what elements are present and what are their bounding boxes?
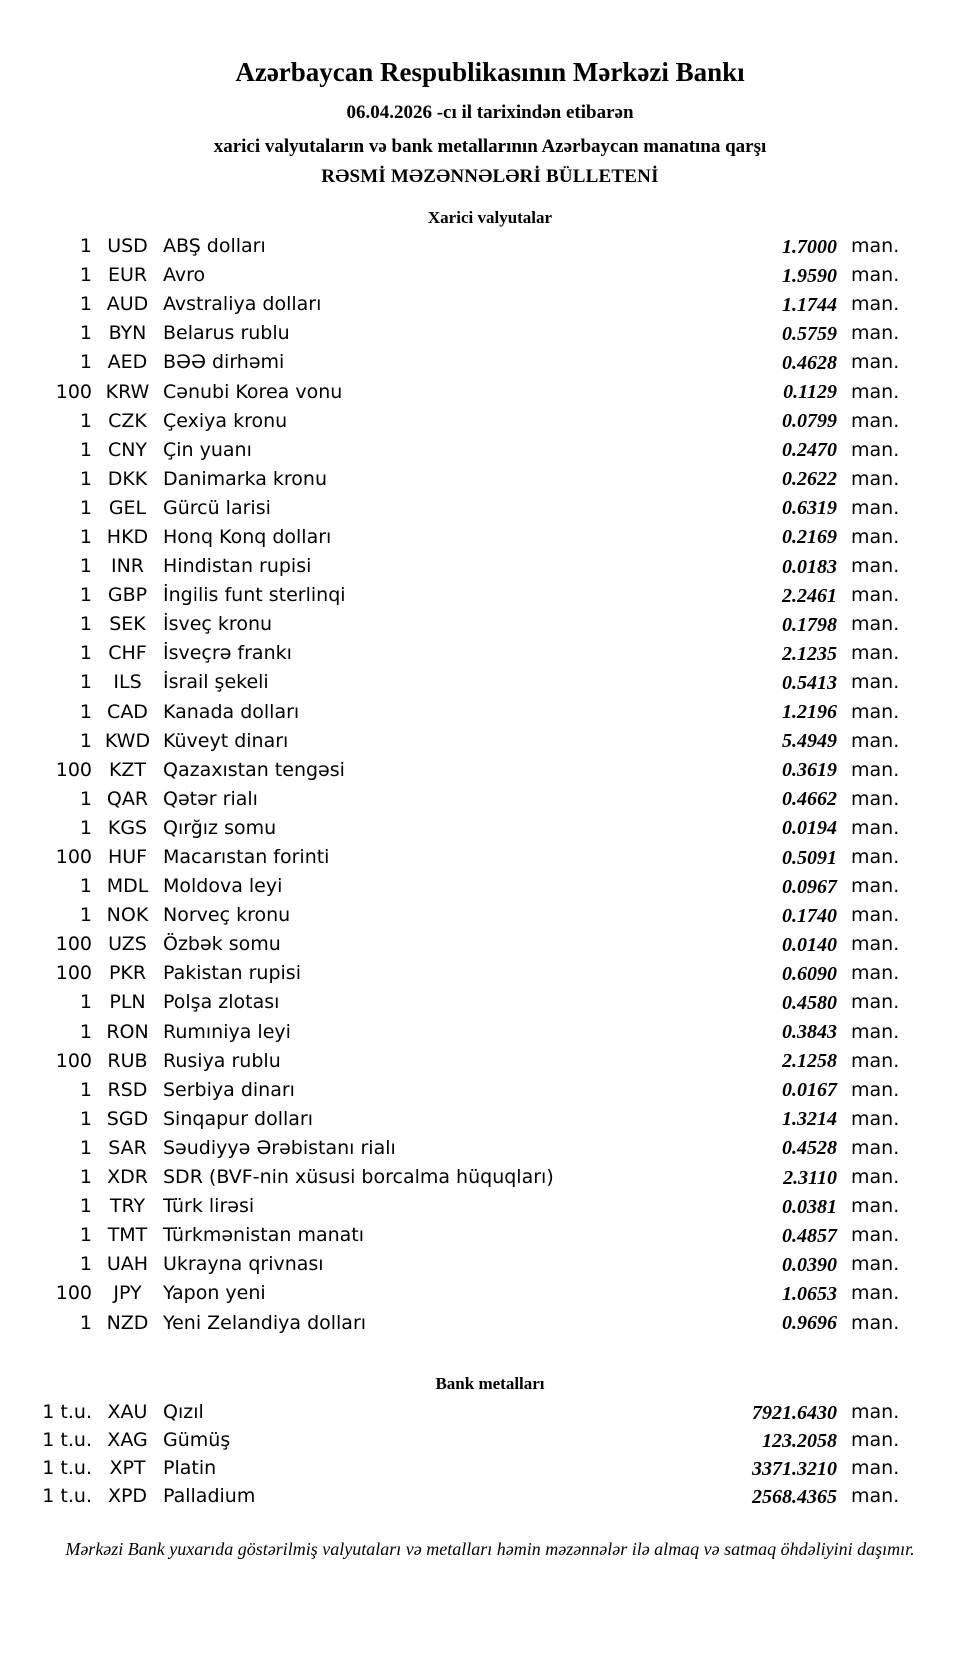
- currency-code: CAD: [107, 700, 148, 723]
- currency-name: İngilis funt sterlinqi: [163, 584, 346, 607]
- currency-code: KWD: [104, 729, 151, 752]
- currency-code: DKK: [107, 467, 148, 490]
- rate-value: 1.1744: [782, 293, 837, 316]
- quantity-value: 1: [79, 700, 92, 723]
- currency-code: ILS: [113, 671, 142, 694]
- unit-label: man.: [851, 1020, 900, 1043]
- unit-label: man.: [851, 351, 900, 374]
- quantity-value: 1: [79, 555, 92, 578]
- currency-code: TRY: [109, 1195, 146, 1218]
- quantity-value: 1: [79, 729, 92, 752]
- quantity-value: 1: [79, 875, 92, 898]
- currency-name: Sinqapur dolları: [163, 1107, 314, 1130]
- rate-value: 2.3110: [783, 1166, 837, 1189]
- currency-code: HUF: [107, 846, 148, 869]
- currency-name: Macarıstan forinti: [163, 846, 330, 869]
- currency-name: Rumıniya leyi: [163, 1020, 291, 1043]
- currency-name: Gürcü larisi: [163, 496, 271, 519]
- rate-value: 5.4949: [782, 730, 837, 753]
- unit-label: man.: [851, 1078, 900, 1101]
- rate-row: [0, 1192, 980, 1221]
- rate-row: [0, 1455, 980, 1483]
- unit-label: man.: [851, 1049, 900, 1072]
- quantity-value: 1: [79, 584, 92, 607]
- rate-row: [0, 1047, 980, 1076]
- rate-row: [0, 756, 980, 785]
- currency-code: SEK: [109, 613, 146, 636]
- unit-label: man.: [851, 467, 900, 490]
- rate-value: 0.4528: [782, 1137, 837, 1160]
- rate-row: [0, 668, 980, 697]
- currency-code: XDR: [107, 1166, 148, 1189]
- currency-name: Qırğız somu: [163, 816, 277, 839]
- quantity-value: 100: [55, 380, 92, 403]
- unit-label: man.: [851, 816, 900, 839]
- rate-row: [0, 1221, 980, 1250]
- rate-value: 2.1235: [782, 642, 837, 665]
- rate-row: [0, 988, 980, 1017]
- rate-row: [0, 698, 980, 727]
- currency-name: Qətər rialı: [163, 787, 258, 810]
- currency-name: Qızıl: [163, 1401, 204, 1424]
- rate-value: 1.3214: [782, 1108, 837, 1131]
- quantity-value: 1: [79, 613, 92, 636]
- currency-name: ABŞ dolları: [163, 235, 266, 258]
- rate-row: [0, 814, 980, 843]
- currency-name: Avro: [163, 264, 206, 287]
- rate-row: [0, 581, 980, 610]
- currency-code: JPY: [113, 1282, 142, 1305]
- rate-value: 0.1740: [782, 904, 837, 927]
- currency-name: Pakistan rupisi: [163, 962, 301, 985]
- currency-name: İsveç kronu: [163, 613, 273, 636]
- rate-row: [0, 348, 980, 377]
- quantity-value: 100: [55, 758, 92, 781]
- rate-value: 0.9696: [782, 1312, 837, 1335]
- unit-label: man.: [851, 729, 900, 752]
- quantity-value: 100: [55, 933, 92, 956]
- currency-code: USD: [107, 235, 148, 258]
- unit-label: man.: [851, 1485, 900, 1508]
- quantity-value: 1: [79, 235, 92, 258]
- unit-label: man.: [851, 962, 900, 985]
- currency-code: AUD: [106, 293, 149, 316]
- currency-name: Rusiya rublu: [163, 1049, 281, 1072]
- rate-value: 0.4628: [782, 351, 837, 374]
- rate-value: 0.0381: [782, 1195, 837, 1218]
- quantity-value: 1: [79, 1136, 92, 1159]
- currency-name: Gümüş: [163, 1429, 231, 1452]
- currency-name: Polşa zlotası: [163, 991, 280, 1014]
- currency-code: KGS: [107, 816, 148, 839]
- rate-row: [0, 1076, 980, 1105]
- unit-label: man.: [851, 671, 900, 694]
- quantity-value: 1: [79, 904, 92, 927]
- currency-code: NZD: [106, 1311, 149, 1334]
- unit-label: man.: [851, 496, 900, 519]
- metals-table: [0, 1399, 980, 1511]
- quantity-value: 1: [79, 787, 92, 810]
- unit-label: man.: [851, 584, 900, 607]
- rate-value: 0.2622: [782, 468, 837, 491]
- quantity-value: 1 t.u.: [42, 1457, 92, 1480]
- currency-name: Türk lirəsi: [163, 1195, 255, 1218]
- rate-row: [0, 523, 980, 552]
- rate-value: 0.0140: [782, 933, 837, 956]
- quantity-value: 1: [79, 322, 92, 345]
- quantity-value: 1: [79, 1107, 92, 1130]
- currency-code: XAG: [107, 1429, 148, 1452]
- rate-value: 0.6319: [782, 497, 837, 520]
- metals-section-title: Bank metalları: [435, 1373, 545, 1393]
- quantity-value: 1: [79, 671, 92, 694]
- currency-name: Çexiya kronu: [163, 409, 288, 432]
- unit-label: man.: [851, 846, 900, 869]
- currency-code: AED: [107, 351, 148, 374]
- rate-value: 0.4662: [782, 788, 837, 811]
- unit-label: man.: [851, 235, 900, 258]
- rate-value: 1.9590: [782, 264, 837, 287]
- quantity-value: 1: [79, 1020, 92, 1043]
- rate-row: [0, 436, 980, 465]
- unit-label: man.: [851, 1311, 900, 1334]
- rate-value: 0.4857: [782, 1224, 837, 1247]
- quantity-value: 1: [79, 1078, 92, 1101]
- currency-name: Kanada dolları: [163, 700, 300, 723]
- quantity-value: 100: [55, 1282, 92, 1305]
- currency-code: NOK: [106, 904, 149, 927]
- currency-code: GBP: [107, 584, 148, 607]
- currency-name: Cənubi Korea vonu: [163, 380, 343, 403]
- currency-name: Yapon yeni: [163, 1282, 266, 1305]
- rate-row: [0, 1105, 980, 1134]
- currency-code: SGD: [106, 1107, 149, 1130]
- unit-label: man.: [851, 1282, 900, 1305]
- rate-row: [0, 494, 980, 523]
- rate-row: [0, 407, 980, 436]
- rate-value: 2.2461: [782, 584, 837, 607]
- rate-row: [0, 1250, 980, 1279]
- quantity-value: 1: [79, 264, 92, 287]
- currency-name: Honq Konq dolları: [163, 525, 332, 548]
- rate-value: 0.3619: [782, 759, 837, 782]
- currency-name: Özbək somu: [163, 933, 281, 956]
- rate-row: [0, 959, 980, 988]
- rate-row: [0, 1163, 980, 1192]
- rate-value: 0.0967: [782, 875, 837, 898]
- currency-name: Yeni Zelandiya dolları: [163, 1311, 367, 1334]
- rate-row: [0, 1483, 980, 1511]
- unit-label: man.: [851, 642, 900, 665]
- quantity-value: 1: [79, 409, 92, 432]
- quantity-value: 100: [55, 962, 92, 985]
- currency-name: Hindistan rupisi: [163, 555, 312, 578]
- currency-code: SAR: [108, 1136, 147, 1159]
- unit-label: man.: [851, 1224, 900, 1247]
- currency-code: RSD: [107, 1078, 148, 1101]
- quantity-value: 1: [79, 351, 92, 374]
- unit-label: man.: [851, 525, 900, 548]
- rate-row: [0, 232, 980, 261]
- quantity-value: 1 t.u.: [42, 1485, 92, 1508]
- unit-label: man.: [851, 700, 900, 723]
- currency-name: Qazaxıstan tengəsi: [163, 758, 345, 781]
- quantity-value: 100: [55, 1049, 92, 1072]
- rate-row: [0, 639, 980, 668]
- rate-value: 1.2196: [782, 701, 837, 724]
- rate-value: 1.0653: [782, 1282, 837, 1305]
- unit-label: man.: [851, 1166, 900, 1189]
- page-title: Azərbaycan Respublikasının Mərkəzi Bankı: [235, 57, 745, 87]
- currency-code: RON: [106, 1020, 149, 1043]
- unit-label: man.: [851, 380, 900, 403]
- quantity-value: 1: [79, 496, 92, 519]
- rate-value: 123.2058: [762, 1429, 837, 1452]
- rate-row: [0, 319, 980, 348]
- currency-name: Belarus rublu: [163, 322, 290, 345]
- unit-label: man.: [851, 613, 900, 636]
- disclaimer-note: Mərkəzi Bank yuxarıda göstərilmiş valyutaları və metalları həmin məzənnələr ilə almaq və satmaq öhdəliyini daşımır.: [65, 1538, 915, 1559]
- quantity-value: 1: [79, 467, 92, 490]
- rate-row: [0, 843, 980, 872]
- unit-label: man.: [851, 1253, 900, 1276]
- currency-code: QAR: [106, 787, 149, 810]
- rate-value: 7921.6430: [752, 1401, 837, 1424]
- rate-value: 2.1258: [782, 1050, 837, 1073]
- unit-label: man.: [851, 293, 900, 316]
- currencies-section-title: Xarici valyutalar: [427, 208, 553, 227]
- rate-row: [0, 901, 980, 930]
- quantity-value: 1: [79, 1311, 92, 1334]
- currency-code: UAH: [106, 1253, 149, 1276]
- quantity-value: 1 t.u.: [42, 1429, 92, 1452]
- unit-label: man.: [851, 1136, 900, 1159]
- currency-code: XAU: [107, 1401, 148, 1424]
- quantity-value: 1: [79, 1166, 92, 1189]
- currency-code: UZS: [108, 933, 147, 956]
- quantity-value: 1: [79, 642, 92, 665]
- unit-label: man.: [851, 904, 900, 927]
- rate-value: 0.0799: [782, 410, 837, 433]
- currency-code: KRW: [105, 380, 150, 403]
- unit-label: man.: [851, 1429, 900, 1452]
- currency-name: Avstraliya dolları: [163, 293, 322, 316]
- currency-code: CHF: [108, 642, 147, 665]
- rate-value: 0.2470: [782, 439, 837, 462]
- quantity-value: 1: [79, 991, 92, 1014]
- rate-value: 0.1129: [783, 381, 837, 404]
- currency-code: RUB: [107, 1049, 148, 1072]
- rate-value: 0.0183: [782, 555, 837, 578]
- currency-name: Serbiya dinarı: [163, 1078, 295, 1101]
- currency-code: INR: [110, 555, 145, 578]
- rate-value: 0.5091: [782, 846, 837, 869]
- currency-code: CNY: [107, 438, 148, 461]
- currency-code: CZK: [108, 409, 147, 432]
- quantity-value: 1: [79, 1195, 92, 1218]
- rate-row: [0, 1018, 980, 1047]
- quantity-value: 1: [79, 438, 92, 461]
- currency-name: Danimarka kronu: [163, 467, 328, 490]
- currency-code: XPD: [107, 1485, 148, 1508]
- unit-label: man.: [851, 409, 900, 432]
- quantity-value: 1: [79, 1224, 92, 1247]
- currency-name: Moldova leyi: [163, 875, 283, 898]
- quantity-value: 100: [55, 846, 92, 869]
- unit-label: man.: [851, 555, 900, 578]
- currency-name: Platin: [163, 1457, 217, 1480]
- rate-row: [0, 1427, 980, 1455]
- currency-name: BƏƏ dirhəmi: [163, 351, 285, 374]
- rate-value: 0.6090: [782, 962, 837, 985]
- rate-row: [0, 1279, 980, 1308]
- currency-name: Ukrayna qrivnası: [163, 1253, 324, 1276]
- rate-value: 0.0194: [782, 817, 837, 840]
- quantity-value: 1: [79, 525, 92, 548]
- rate-row: [0, 1134, 980, 1163]
- rate-row: [0, 465, 980, 494]
- rate-row: [0, 1308, 980, 1337]
- quantity-value: 1: [79, 293, 92, 316]
- unit-label: man.: [851, 758, 900, 781]
- currency-name: Türkmənistan manatı: [163, 1224, 365, 1247]
- subject-line: xarici valyutaların və bank metallarının Azərbaycan manatına qarşı: [213, 136, 767, 157]
- quantity-value: 1: [79, 1253, 92, 1276]
- currency-name: Küveyt dinarı: [163, 729, 289, 752]
- rate-value: 0.0390: [782, 1253, 837, 1276]
- unit-label: man.: [851, 438, 900, 461]
- rate-value: 2568.4365: [752, 1485, 837, 1508]
- rate-row: [0, 930, 980, 959]
- unit-label: man.: [851, 875, 900, 898]
- rate-row: [0, 1399, 980, 1427]
- rate-value: 0.3843: [782, 1021, 837, 1044]
- rate-row: [0, 261, 980, 290]
- rate-row: [0, 872, 980, 901]
- rate-value: 0.0167: [782, 1079, 837, 1102]
- currency-name: Səudiyyə Ərəbistanı rialı: [163, 1136, 396, 1159]
- rate-row: [0, 785, 980, 814]
- rate-value: 0.2169: [782, 526, 837, 549]
- currency-code: TMT: [107, 1224, 148, 1247]
- rate-value: 3371.3210: [752, 1457, 837, 1480]
- bulletin-page: [0, 55, 980, 1668]
- unit-label: man.: [851, 264, 900, 287]
- currency-code: BYN: [108, 322, 147, 345]
- rate-row: [0, 727, 980, 756]
- rate-value: 0.4580: [782, 991, 837, 1014]
- unit-label: man.: [851, 787, 900, 810]
- rate-row: [0, 377, 980, 406]
- bulletin-title: RƏSMİ MƏZƏNNƏLƏRİ BÜLLETENİ: [321, 166, 659, 187]
- quantity-value: 1: [79, 816, 92, 839]
- currency-code: MDL: [106, 875, 149, 898]
- unit-label: man.: [851, 322, 900, 345]
- currency-name: İsrail şekeli: [163, 671, 269, 694]
- rate-row: [0, 552, 980, 581]
- unit-label: man.: [851, 1195, 900, 1218]
- currency-code: EUR: [107, 264, 148, 287]
- currency-name: İsveçrə frankı: [163, 642, 292, 665]
- effective-date-line: 06.04.2026 -cı il tarixindən etibarən: [346, 102, 634, 123]
- unit-label: man.: [851, 1401, 900, 1424]
- currency-name: Çin yuanı: [163, 438, 252, 461]
- currency-code: XPT: [109, 1457, 146, 1480]
- currency-code: PLN: [109, 991, 146, 1014]
- unit-label: man.: [851, 1107, 900, 1130]
- unit-label: man.: [851, 933, 900, 956]
- unit-label: man.: [851, 991, 900, 1014]
- rate-value: 0.5759: [782, 322, 837, 345]
- currency-code: HKD: [106, 525, 149, 548]
- rate-value: 0.1798: [782, 613, 837, 636]
- currency-table: [0, 232, 980, 1338]
- currency-name: Norveç kronu: [163, 904, 291, 927]
- rate-value: 0.5413: [782, 671, 837, 694]
- rate-row: [0, 290, 980, 319]
- rate-value: 1.7000: [782, 235, 837, 258]
- currency-code: GEL: [108, 496, 147, 519]
- currency-code: PKR: [108, 962, 147, 985]
- currency-name: Palladium: [163, 1485, 256, 1508]
- currency-code: KZT: [108, 758, 147, 781]
- quantity-value: 1 t.u.: [42, 1401, 92, 1424]
- currency-name: SDR (BVF-nin xüsusi borcalma hüquqları): [163, 1166, 554, 1189]
- rate-row: [0, 610, 980, 639]
- unit-label: man.: [851, 1457, 900, 1480]
